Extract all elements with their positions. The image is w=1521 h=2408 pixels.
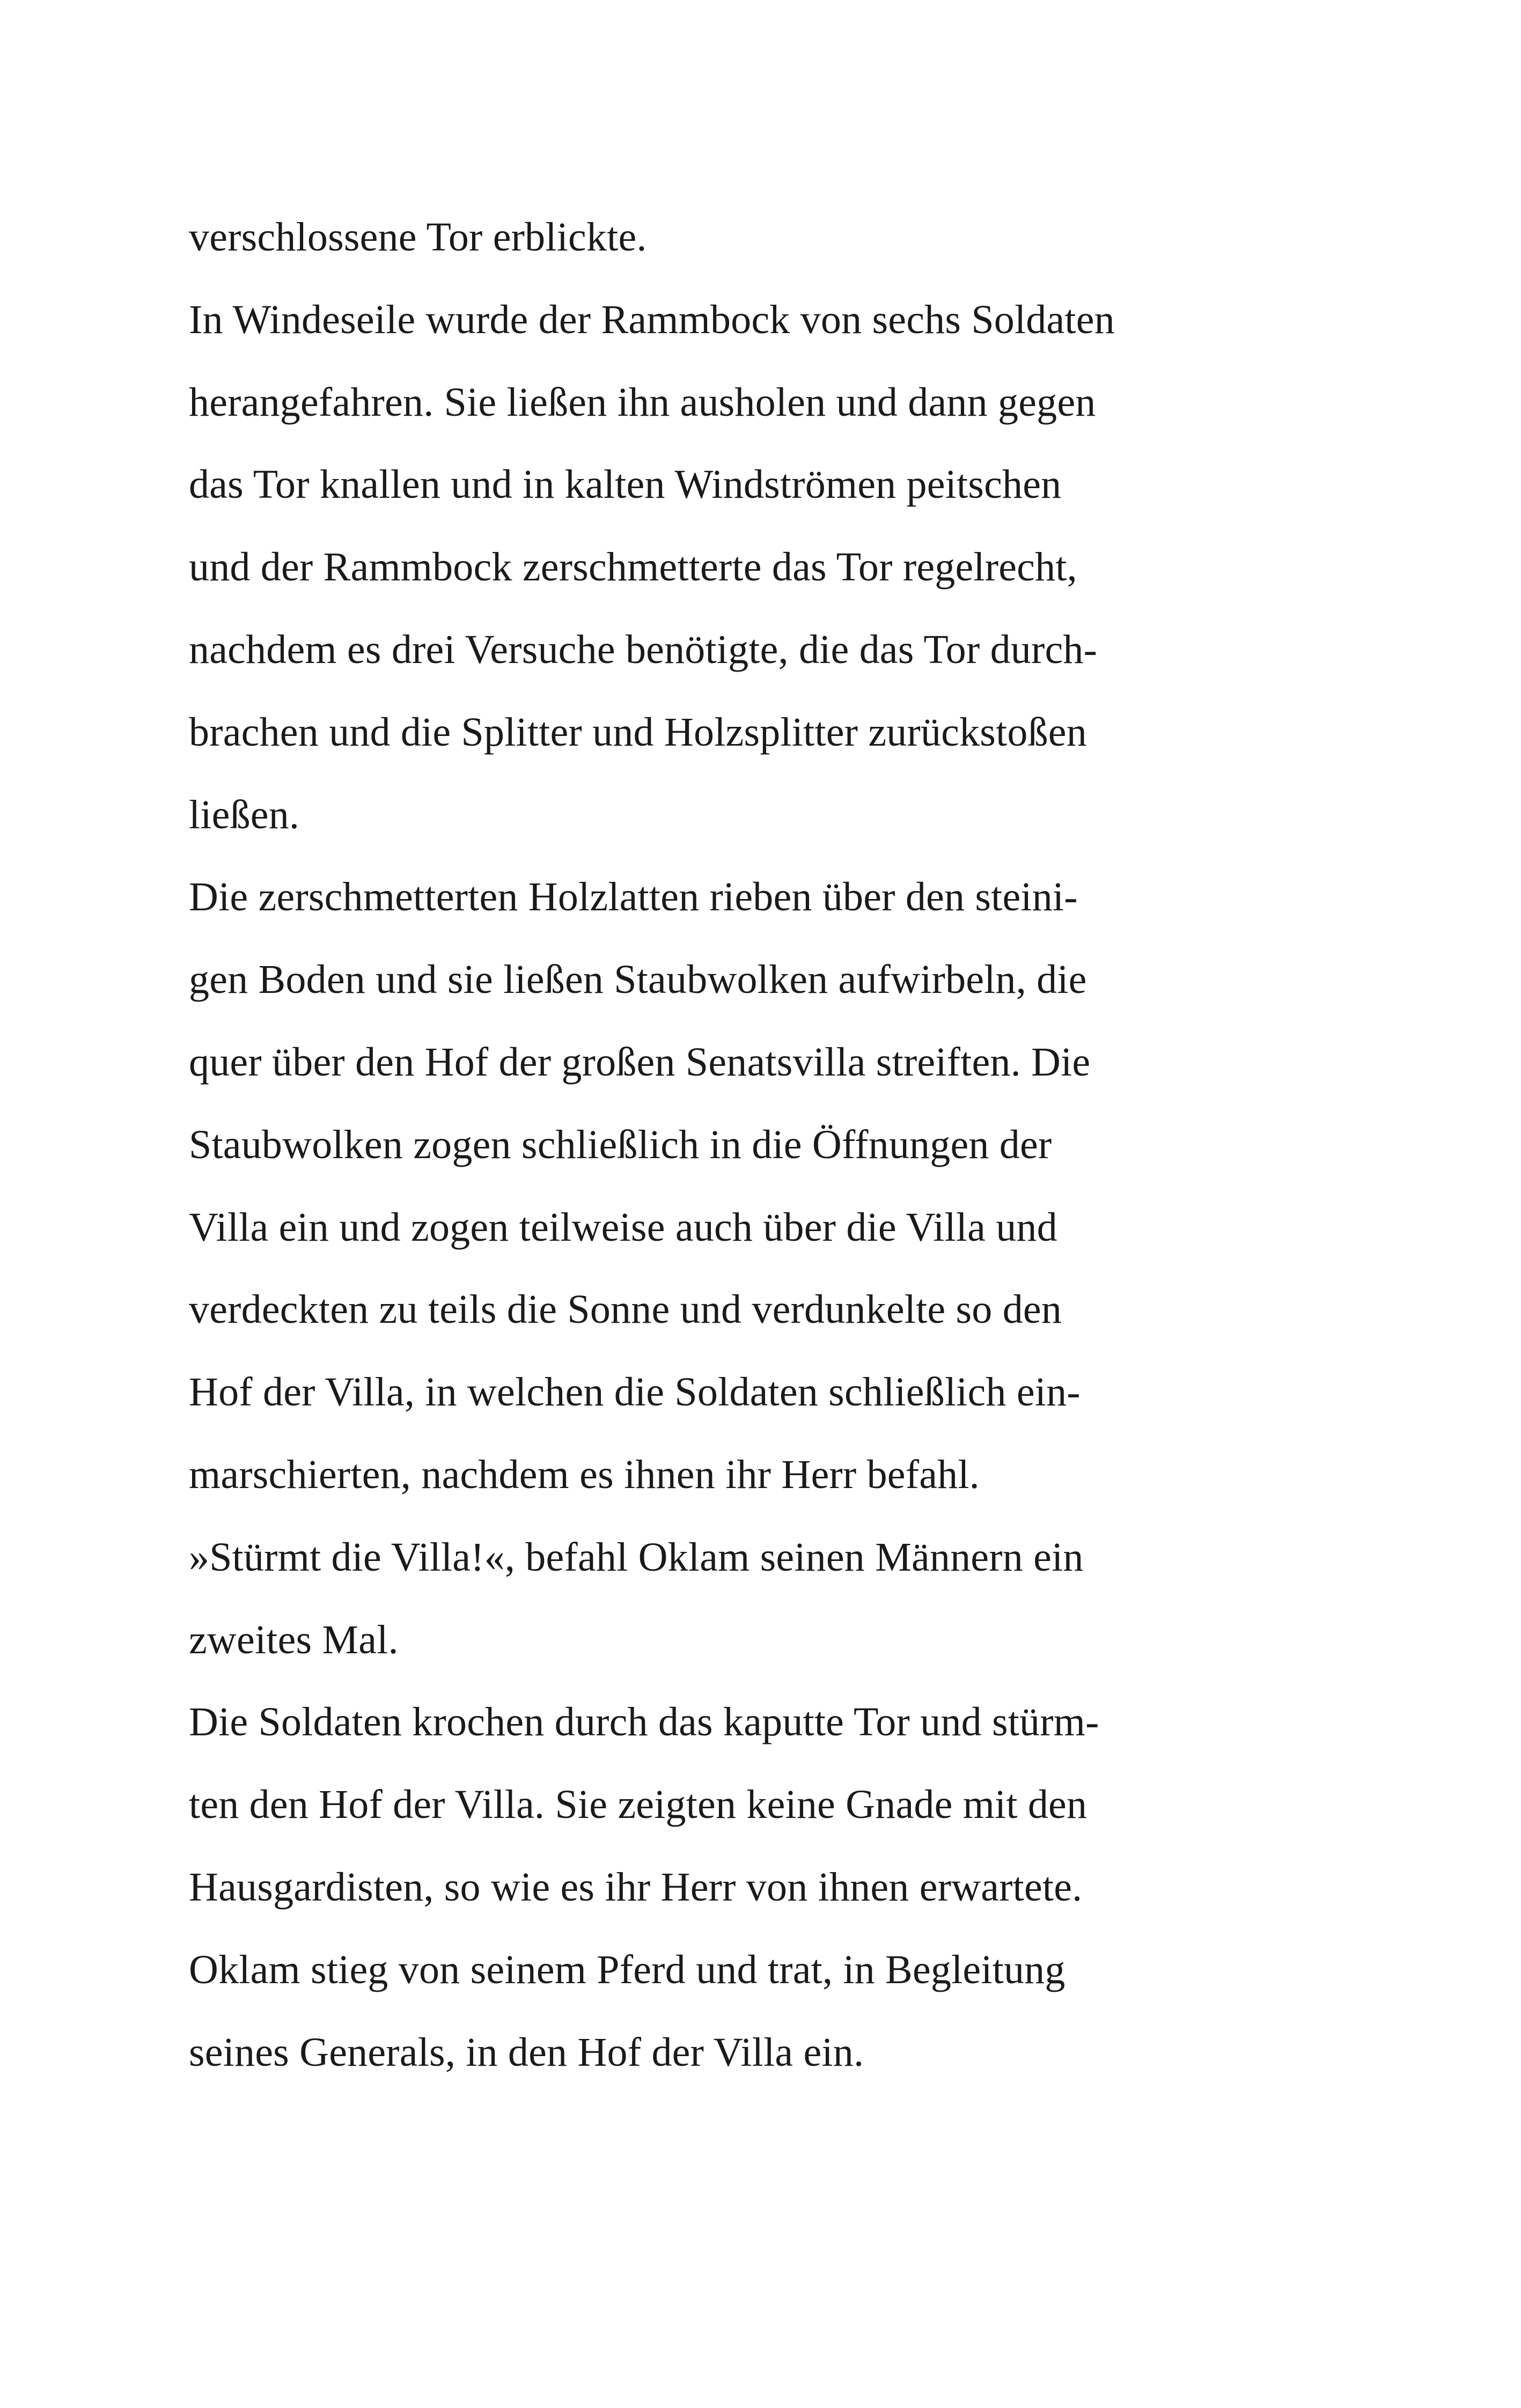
text-line: herangefahren. Sie ließen ihn ausholen und dann gegen <box>189 379 1096 425</box>
text-line: Die Soldaten krochen durch das kaputte Tor und stürm- <box>189 1699 1099 1745</box>
text-line: Die zerschmetterten Holzlatten rieben über den steini- <box>189 874 1078 920</box>
text-line: ten den Hof der Villa. Sie zeigten keine Gnade mit den <box>189 1782 1088 1828</box>
text-line: brachen und die Splitter und Holzsplitter zurückstoßen <box>189 709 1087 755</box>
text-line: Hausgardisten, so wie es ihr Herr von ihnen erwartete. <box>189 1864 1083 1910</box>
text-line: das Tor knallen und in kalten Windströmen peitschen <box>189 462 1062 507</box>
text-line: Villa ein und zogen teilweise auch über die Villa und <box>189 1204 1057 1250</box>
text-line: gen Boden und sie ließen Staubwolken aufwirbeln, die <box>189 957 1087 1003</box>
text-line: nachdem es drei Versuche benötigte, die das Tor durch- <box>189 627 1098 672</box>
text-line: ließen. <box>189 792 300 837</box>
text-line: In Windeseile wurde der Rammbock von sechs Soldaten <box>189 297 1115 342</box>
text-line: marschierten, nachdem es ihnen ihr Herr befahl. <box>189 1452 980 1497</box>
text-line: Hof der Villa, in welchen die Soldaten schließlich ein- <box>189 1369 1081 1415</box>
text-line: Oklam stieg von seinem Pferd und trat, in Begleitung <box>189 1947 1066 1992</box>
text-line: seines Generals, in den Hof der Villa ein. <box>189 2029 864 2075</box>
text-line: verschlossene Tor erblickte. <box>189 215 647 260</box>
page-text <box>189 216 1316 2113</box>
text-line: quer über den Hof der großen Senatsvilla streiften. Die <box>189 1039 1091 1085</box>
text-line: »Stürmt die Villa!«, befahl Oklam seinen Männern ein <box>189 1534 1084 1580</box>
text-line: zweites Mal. <box>189 1617 399 1662</box>
text-line: verdeckten zu teils die Sonne und verdunkelte so den <box>189 1287 1062 1332</box>
text-line: und der Rammbock zerschmetterte das Tor regelrecht, <box>189 544 1077 590</box>
text-line: Staubwolken zogen schließlich in die Öffnungen der <box>189 1122 1052 1167</box>
